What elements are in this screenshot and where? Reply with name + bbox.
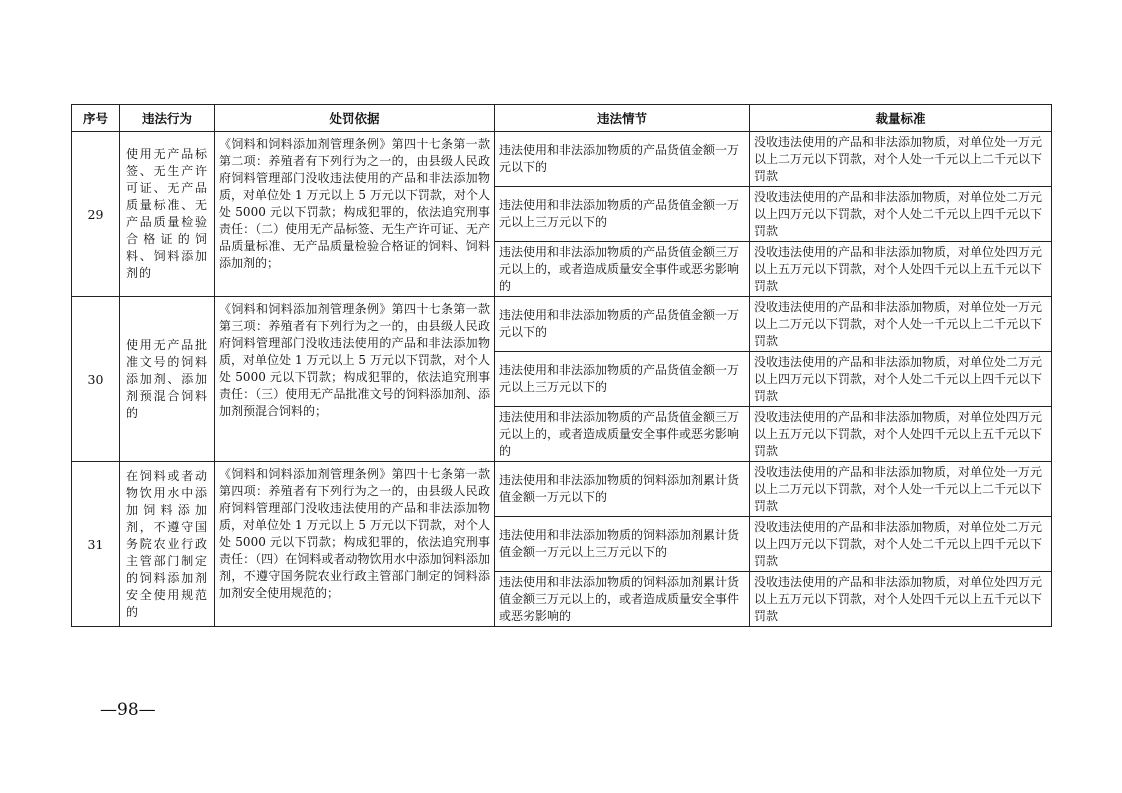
header-violation: 违法行为	[120, 105, 215, 132]
circumstance-cell: 违法使用和非法添加物质的产品货值金额一万元以上三万元以下的	[495, 187, 750, 242]
penalty-basis-cell: 《饲料和饲料添加剂管理条例》第四十七条第一款第三项：养殖者有下列行为之一的，由县级人民政府饲料管理部门没收违法使用的产品和非法添加物质，对单位处 1 万元以上 5 万元以下罚款，对个人处 5000 元以下罚款；构成犯罪的，依法追究刑事责任：（三）使用无产品批准文号的饲料添加剂、添加剂预混合饲料的；	[215, 297, 495, 462]
violation-cell: 在饲料或者动物饮用水中添加饲料添加剂，不遵守国务院农业行政主管部门制定的饲料添加剂安全使用规范的	[120, 462, 215, 627]
penalty-standards-table	[71, 104, 1052, 627]
standard-cell: 没收违法使用的产品和非法添加物质，对单位处二万元以上四万元以下罚款，对个人处二千元以上四千元以下罚款	[750, 352, 1052, 407]
circumstance-cell: 违法使用和非法添加物质的产品货值金额三万元以上的，或者造成质量安全事件或恶劣影响的	[495, 242, 750, 297]
penalty-basis-cell: 《饲料和饲料添加剂管理条例》第四十七条第一款第二项：养殖者有下列行为之一的，由县级人民政府饲料管理部门没收违法使用的产品和非法添加物质，对单位处 1 万元以上 5 万元以下罚款，对个人处 5000 元以下罚款；构成犯罪的，依法追究刑事责任：（二）使用无产品标签、无生产许可证、无产品质量标准、无产品质量检验合格证的饲料、饲料添加剂的；	[215, 132, 495, 297]
standard-cell: 没收违法使用的产品和非法添加物质，对单位处二万元以上四万元以下罚款，对个人处二千元以上四千元以下罚款	[750, 187, 1052, 242]
circumstance-cell: 违法使用和非法添加物质的饲料添加剂累计货值金额一万元以上三万元以下的	[495, 517, 750, 572]
circumstance-cell: 违法使用和非法添加物质的产品货值金额三万元以上的，或者造成质量安全事件或恶劣影响的	[495, 407, 750, 462]
circumstance-cell: 违法使用和非法添加物质的产品货值金额一万元以上三万元以下的	[495, 352, 750, 407]
standard-cell: 没收违法使用的产品和非法添加物质，对单位处一万元以上二万元以下罚款，对个人处一千元以上二千元以下罚款	[750, 297, 1052, 352]
serial-number-cell: 31	[72, 462, 120, 627]
header-row	[72, 105, 1052, 132]
serial-number-cell: 29	[72, 132, 120, 297]
header-penalty-basis: 处罚依据	[215, 105, 495, 132]
standard-cell: 没收违法使用的产品和非法添加物质，对单位处四万元以上五万元以下罚款，对个人处四千元以上五千元以下罚款	[750, 407, 1052, 462]
table-row	[72, 132, 1052, 187]
circumstance-cell: 违法使用和非法添加物质的饲料添加剂累计货值金额一万元以下的	[495, 462, 750, 517]
standard-cell: 没收违法使用的产品和非法添加物质，对单位处一万元以上二万元以下罚款，对个人处一千元以上二千元以下罚款	[750, 132, 1052, 187]
table-row	[72, 297, 1052, 352]
standard-cell: 没收违法使用的产品和非法添加物质，对单位处四万元以上五万元以下罚款，对个人处四千元以上五千元以下罚款	[750, 242, 1052, 297]
violation-cell: 使用无产品批准文号的饲料添加剂、添加剂预混合饲料的	[120, 297, 215, 462]
standard-cell: 没收违法使用的产品和非法添加物质，对单位处一万元以上二万元以下罚款，对个人处一千元以上二千元以下罚款	[750, 462, 1052, 517]
violation-cell: 使用无产品标签、无生产许可证、无产品质量标准、无产品质量检验合格证的饲料、饲料添加剂的	[120, 132, 215, 297]
standard-cell: 没收违法使用的产品和非法添加物质，对单位处二万元以上四万元以下罚款，对个人处二千元以上四千元以下罚款	[750, 517, 1052, 572]
table-row	[72, 462, 1052, 517]
circumstance-cell: 违法使用和非法添加物质的产品货值金额一万元以下的	[495, 132, 750, 187]
circumstance-cell: 违法使用和非法添加物质的产品货值金额一万元以下的	[495, 297, 750, 352]
page-number: —98—	[100, 700, 156, 720]
serial-number-cell: 30	[72, 297, 120, 462]
penalty-basis-cell: 《饲料和饲料添加剂管理条例》第四十七条第一款第四项：养殖者有下列行为之一的，由县级人民政府饲料管理部门没收违法使用的产品和非法添加物质，对单位处 1 万元以上 5 万元以下罚款，对个人处 5000 元以下罚款；构成犯罪的，依法追究刑事责任：（四）在饲料或者动物饮用水中添加饲料添加剂，不遵守国务院农业行政主管部门制定的饲料添加剂安全使用规范的；	[215, 462, 495, 627]
standard-cell: 没收违法使用的产品和非法添加物质，对单位处四万元以上五万元以下罚款，对个人处四千元以上五千元以下罚款	[750, 572, 1052, 627]
header-discretion-standard: 裁量标准	[750, 105, 1052, 132]
header-serial-number: 序号	[72, 105, 120, 132]
header-violation-circumstances: 违法情节	[495, 105, 750, 132]
circumstance-cell: 违法使用和非法添加物质的饲料添加剂累计货值金额三万元以上的，或者造成质量安全事件或恶劣影响的	[495, 572, 750, 627]
